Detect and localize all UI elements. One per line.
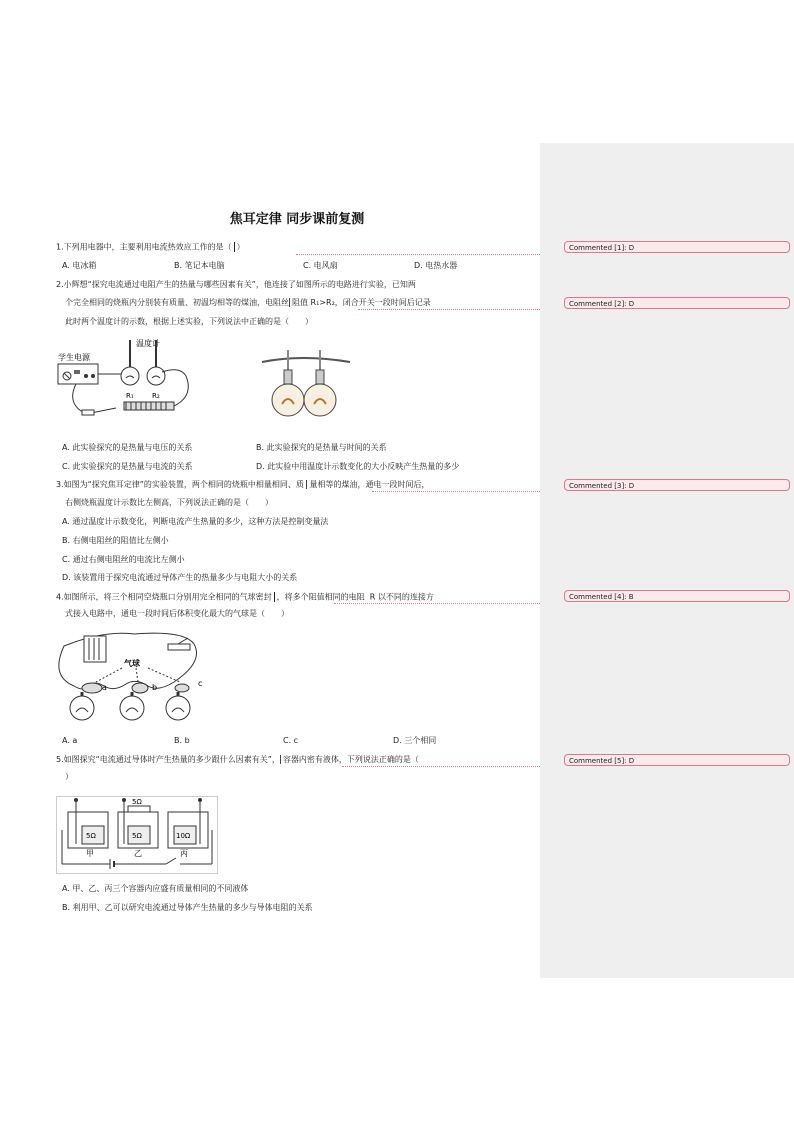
figure-label-c: c <box>198 679 203 688</box>
comment-balloon-5[interactable]: Commented [5]: D <box>564 754 790 766</box>
figure-label-yi: 乙 <box>134 849 142 858</box>
comment-3-connector <box>372 491 540 492</box>
q3-option-b: B. 右侧电阻丝的阻值比左侧小 <box>62 536 169 545</box>
comment-balloon-2[interactable]: Commented [2]: D <box>564 297 790 309</box>
q1-option-d: D. 电热水器 <box>414 261 458 270</box>
question-5-stem-line1: 5.如图探究“电流通过导体时产生热量的多少跟什么因素有关”， 容器内密有液体，下列说法正确的是（ <box>56 755 419 764</box>
q1-option-b: B. 笔记本电脑 <box>174 261 225 270</box>
q1-option-c: C. 电风扇 <box>303 261 338 270</box>
question-5-stem-line2: ） <box>65 772 73 781</box>
q4-option-b: B. b <box>174 736 190 745</box>
figure-label-r2: R₂ <box>152 392 160 400</box>
q2-option-d: D. 此实验中用温度计示数变化的大小反映产生热量的多少 <box>256 462 460 471</box>
q4-option-c: C. c <box>283 736 299 745</box>
q4-option-d: D. 三个相同 <box>393 736 437 745</box>
question-2-stem-line1: 2.小辉想“探究电流通过电阻产生的热量与哪些因素有关”，他连接了如图所示的电路进行实验，已知两 <box>56 280 416 289</box>
comment-pane <box>540 143 794 978</box>
figure-label-power: 学生电源 <box>58 353 90 362</box>
figure-label-bing: 丙 <box>180 849 188 858</box>
comment-balloon-1[interactable]: Commented [1]: D <box>564 241 790 253</box>
figure-label-r-bing: 10Ω <box>176 832 191 840</box>
question-3-stem-line2: 右侧烧瓶温度计示数比左侧高，下列说法正确的是（ ） <box>65 498 273 507</box>
question-4-stem-line1: 4.如图所示，将三个相同空烧瓶口分别用完全相同的气球密封 ，将多个阻值相同的电阻 R 以不同的连接方 <box>56 592 434 602</box>
figure-label-balloon: 气球 <box>124 659 140 668</box>
question-3-stem-line1: 3.如图为“探究焦耳定律”的实验装置，两个相同的烧瓶中相量相同、质 量相等的煤油，通电一段时间后， <box>56 480 430 489</box>
q2-circuit-figure <box>56 336 206 428</box>
q4-balloon-figure <box>56 632 216 728</box>
question-1-stem: 1.下列用电器中，主要利用电流热效应工作的是（ ） <box>56 242 245 252</box>
comment-4-connector <box>334 603 540 604</box>
figure-label-a: a <box>102 683 107 692</box>
figure-label-r-yi: 5Ω <box>132 832 142 840</box>
comment-balloon-3[interactable]: Commented [3]: D <box>564 479 790 491</box>
figure-label-b: b <box>152 683 158 692</box>
q5-option-a: A. 甲、乙、丙三个容器内应盛有质量相同的不同液体 <box>62 884 249 893</box>
figure-label-r-top: 5Ω <box>132 798 142 806</box>
q3-option-d: D. 该装置用于探究电流通过导体产生的热量多少与电阻大小的关系 <box>62 573 298 582</box>
comment-1-connector <box>296 254 540 255</box>
question-4-stem-line2: 式接入电路中，通电一段时间后体积变化最大的气球是（ ） <box>65 609 289 618</box>
comment-5-connector <box>342 766 540 767</box>
question-2-stem-line2: 个完全相同的烧瓶内分别装有质量、初温均相等的煤油，电阻丝 阻值 R₁>R₂，闭合开关一段时间后记录 <box>65 298 431 307</box>
page-title: 焦耳定律 同步课前复测 <box>229 212 365 227</box>
q2-option-c: C. 此实验探究的是热量与电流的关系 <box>62 462 193 471</box>
q5-containers-figure <box>56 796 218 874</box>
q4-option-a: A. a <box>62 736 78 745</box>
comment-balloon-4[interactable]: Commented [4]: B <box>564 590 790 602</box>
q1-option-a: A. 电冰箱 <box>62 261 97 270</box>
figure-label-jia: 甲 <box>86 849 94 858</box>
text-cursor <box>274 592 275 602</box>
q2-option-b: B. 此实验探究的是热量与时间的关系 <box>256 443 387 452</box>
figure-label-thermometer: 温度计 <box>136 339 160 348</box>
text-cursor <box>234 242 235 252</box>
q5-option-b: B. 利用甲、乙可以研究电流通过导体产生热量的多少与导体电阻的关系 <box>62 903 313 912</box>
question-2-stem-line3: 此时两个温度计的示数，根据上述实验，下列说法中正确的是（ ） <box>65 317 313 326</box>
q3-option-c: C. 通过右侧电阻丝的电流比左侧小 <box>62 555 185 564</box>
q2-option-a: A. 此实验探究的是热量与电压的关系 <box>62 443 193 452</box>
comment-2-connector <box>358 309 540 310</box>
figure-label-r-jia: 5Ω <box>86 832 96 840</box>
q2-flasks-figure <box>260 348 352 422</box>
q3-option-a: A. 通过温度计示数变化，判断电流产生热量的多少，这种方法是控制变量法 <box>62 517 329 526</box>
figure-label-r1: R₁ <box>126 392 134 400</box>
